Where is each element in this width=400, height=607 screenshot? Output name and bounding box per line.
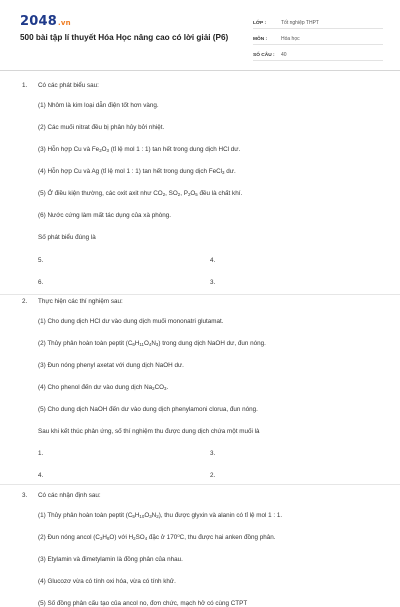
header-divider: [0, 70, 400, 71]
document-meta: [253, 14, 383, 62]
question-number: 2.: [22, 298, 28, 305]
statement: (2) Các muối nitrat đều bị phân hủy bởi nhiệt.: [38, 124, 165, 131]
statement: (4) Glucozơ vừa có tính oxi hóa, vừa có tính khử.: [38, 578, 176, 585]
statement: (5) Ở điều kiện thường, các oxit axit như $CO_2$, $SO_2$, $P_2O_5$ đều là chất khí.: [38, 190, 243, 197]
answer-option-b[interactable]: 3.: [210, 450, 216, 457]
statement: (5) Số đồng phân cấu tạo của ancol no, đơn chức, mạch hở có cùng CTPT: [38, 600, 248, 607]
page-header: [0, 0, 400, 74]
statement: (4) Cho phenol đến dư vào dung dịch $Na_2CO_3$.: [38, 384, 169, 391]
meta-value: Tốt nghiệp THPT: [281, 20, 319, 26]
question-list: [0, 74, 400, 607]
answer-option-c[interactable]: 4.: [38, 472, 44, 479]
answer-option-a[interactable]: 1.: [38, 450, 44, 457]
statement: (2) Thủy phân hoàn toàn peptit $(C_6H_{11}O_4N_3)$ trong dung dịch NaOH dư, đun nóng.: [38, 340, 266, 347]
question-divider: [0, 484, 400, 485]
statement: (1) Thủy phân hoàn toàn peptit $(C_5H_{10}O_3N_2)$, thu được glyxin và alanin có tỉ lệ mol 1 : 1.: [38, 512, 283, 519]
question-divider: [0, 294, 400, 295]
answer-option-d[interactable]: 2.: [210, 472, 216, 479]
answer-option-d[interactable]: 3.: [210, 279, 216, 286]
question-stem: Thực hiện các thí nghiệm sau:: [38, 298, 123, 305]
meta-row-subject: [253, 30, 383, 45]
meta-label: SỐ CÂU :: [253, 53, 275, 58]
statement: (4) Hỗn hợp Cu và Ag (tỉ lệ mol 1 : 1) tan hết trong dung dịch FeCl$_3$ dư.: [38, 168, 236, 175]
meta-value: 40: [281, 52, 287, 58]
meta-row-question-count: [253, 46, 383, 61]
meta-value: Hóa học: [281, 36, 300, 42]
statement: (3) Đun nóng phenyl axetat với dung dịch NaOH dư.: [38, 362, 184, 369]
statement: (2) Đun nóng ancol $(C_3H_8O)$ với $H_2SO_4$ đặc ở 170$^o$C, thu được hai anken đồng phân.: [38, 533, 276, 541]
meta-label: LỚP :: [253, 21, 267, 26]
question-stem: Có các nhận định sau:: [38, 492, 101, 499]
answer-option-a[interactable]: 5.: [38, 257, 44, 264]
site-logo[interactable]: 2048.vn: [20, 14, 71, 29]
statement: Số phát biểu đúng là: [38, 234, 96, 241]
statement: (3) Hỗn hợp Cu và $Fe_2O_3$ (tỉ lệ mol 1 : 1) tan hết trong dung dịch HCl dư.: [38, 146, 241, 153]
answer-option-c[interactable]: 6.: [38, 279, 44, 286]
meta-label: MÔN :: [253, 37, 268, 42]
statement: (5) Cho dung dịch NaOH đến dư vào dung dịch phenylamoni clorua, đun nóng.: [38, 406, 258, 413]
question-stem: Có các phát biểu sau:: [38, 82, 99, 89]
statement: (6) Nước cứng làm mất tác dụng của xà phòng.: [38, 212, 171, 219]
statement: (1) Cho dung dịch HCl dư vào dung dịch muối mononatri glutamat.: [38, 318, 224, 325]
document-title: 500 bài tập lí thuyết Hóa Học nâng cao có lời giải (P6): [20, 33, 229, 42]
question-number: 3.: [22, 492, 28, 499]
meta-row-class: [253, 14, 383, 29]
statement: (3) Etylamin và đimetylamin là đồng phân của nhau.: [38, 556, 183, 563]
answer-option-b[interactable]: 4.: [210, 257, 216, 264]
statement: (1) Nhôm là kim loại dẫn điện tốt hơn vàng.: [38, 102, 159, 109]
statement: Sau khi kết thúc phản ứng, số thí nghiệm thu được dung dịch chứa một muối là: [38, 428, 260, 435]
question-number: 1.: [22, 82, 28, 89]
